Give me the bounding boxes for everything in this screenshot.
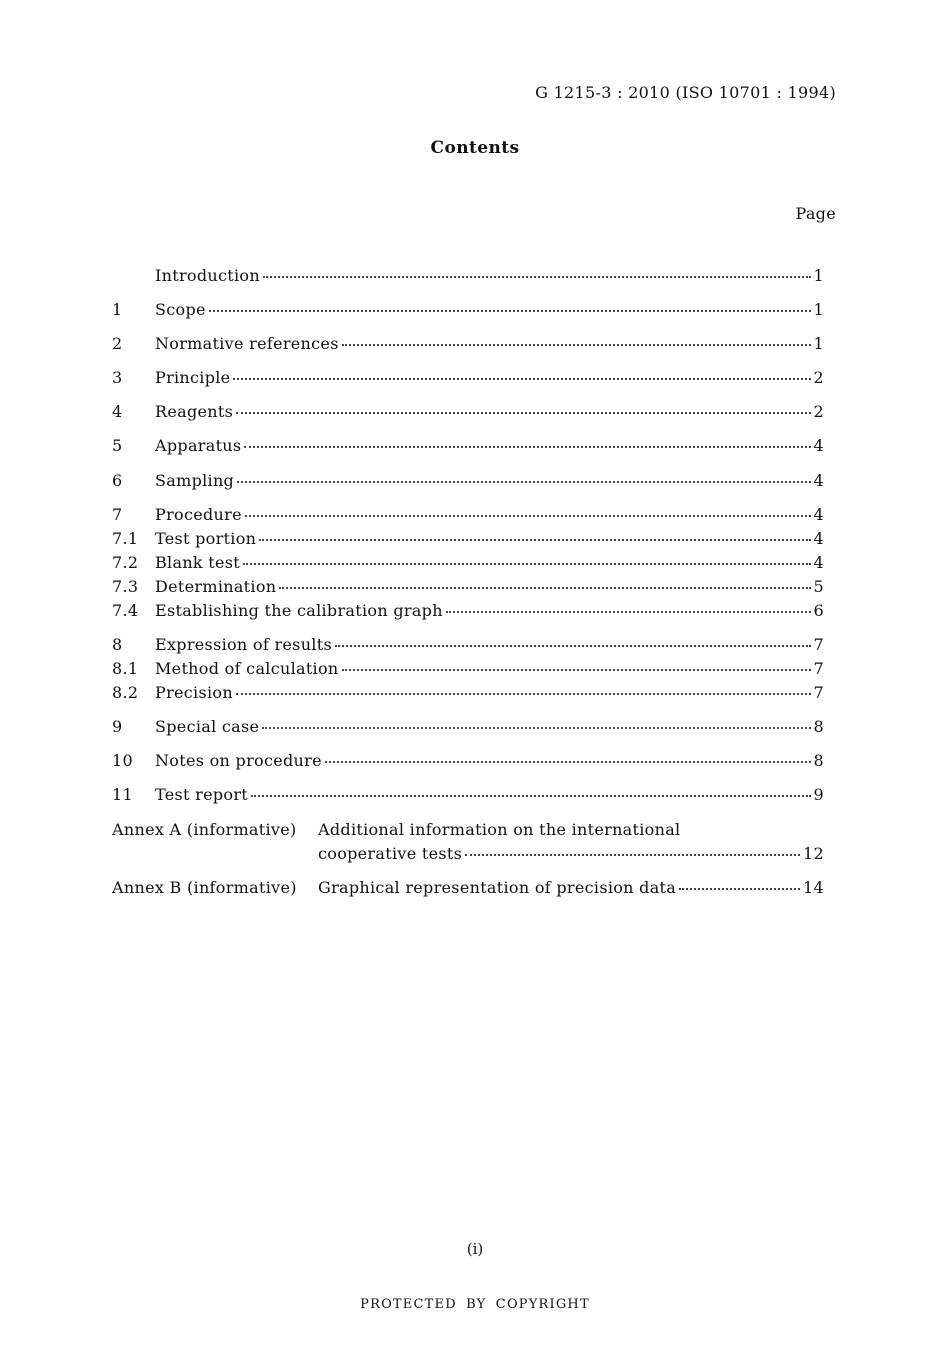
toc-leader-dots — [251, 791, 811, 797]
toc-leader-dots — [335, 641, 811, 647]
toc-label: Determination — [155, 577, 277, 596]
toc-label: Normative references — [155, 334, 339, 353]
toc-label: Scope — [155, 300, 206, 319]
toc-label: Principle — [155, 368, 231, 387]
toc-entry-expression-of-results[interactable] — [112, 635, 824, 659]
toc-label: Introduction — [155, 266, 260, 285]
toc-entry-determination[interactable] — [112, 577, 824, 601]
toc-entry-reagents[interactable] — [112, 402, 824, 426]
toc-page: 1 — [813, 266, 824, 285]
toc-entry-notes-on-procedure[interactable] — [112, 751, 824, 775]
annex-b-heading: Annex B (informative) — [112, 878, 297, 897]
toc-page: 7 — [813, 635, 824, 654]
annex-a-heading: Annex A (informative) — [112, 820, 297, 839]
toc-label: Test portion — [155, 529, 257, 548]
toc-number: 10 — [112, 751, 133, 770]
toc-label: Blank test — [155, 553, 241, 572]
toc-leader-dots — [279, 583, 810, 589]
toc-label: Test report — [155, 785, 248, 804]
toc-label: Notes on procedure — [155, 751, 322, 770]
toc-leader-dots — [237, 477, 810, 483]
toc-leader-dots — [263, 272, 811, 278]
toc-leader-dots — [342, 340, 811, 346]
toc-page: 2 — [813, 368, 824, 387]
toc-entry-annex-a[interactable] — [318, 844, 824, 868]
toc-page: 4 — [813, 436, 824, 455]
toc-number: 1 — [112, 300, 123, 319]
page-column-label: Page — [795, 204, 836, 223]
copyright-notice: PROTECTED BY COPYRIGHT — [360, 1297, 590, 1312]
toc-leader-dots — [236, 408, 810, 414]
toc-leader-dots — [245, 511, 811, 517]
toc-number: 7.2 — [112, 553, 139, 572]
toc-entry-precision[interactable] — [112, 683, 824, 707]
toc-leader-dots — [233, 374, 810, 380]
toc-entry-test-portion[interactable] — [112, 529, 824, 553]
toc-number: 4 — [112, 402, 123, 421]
toc-label: Apparatus — [155, 436, 242, 455]
toc-page: 8 — [813, 717, 824, 736]
toc-page: 4 — [813, 553, 824, 572]
toc-label: Procedure — [155, 505, 242, 524]
toc-label: cooperative tests — [318, 844, 463, 863]
toc-number: 8.1 — [112, 659, 139, 678]
toc-leader-dots — [262, 723, 810, 729]
toc-entry-introduction[interactable] — [112, 266, 824, 290]
toc-page: 14 — [803, 878, 824, 897]
toc-page: 12 — [803, 844, 824, 863]
toc-entry-scope[interactable] — [112, 300, 824, 324]
toc-page: 9 — [813, 785, 824, 804]
toc-label: Sampling — [155, 471, 235, 490]
page-title: Contents — [430, 138, 520, 158]
footer-page-number: (i) — [466, 1240, 484, 1258]
toc-label: Special case — [155, 717, 260, 736]
toc-leader-dots — [342, 665, 811, 671]
toc-label: Method of calculation — [155, 659, 339, 678]
toc-page: 7 — [813, 659, 824, 678]
toc-page: 5 — [813, 577, 824, 596]
toc-number: 7.4 — [112, 601, 139, 620]
toc-number: 11 — [112, 785, 133, 804]
toc-entry-annex-b[interactable] — [318, 878, 824, 902]
toc-page: 7 — [813, 683, 824, 702]
toc-page: 4 — [813, 529, 824, 548]
toc-label: Expression of results — [155, 635, 332, 654]
toc-label: Graphical representation of precision data — [318, 878, 677, 897]
toc-label: Establishing the calibration graph — [155, 601, 443, 620]
toc-number: 3 — [112, 368, 123, 387]
toc-leader-dots — [209, 306, 811, 312]
toc-page: 1 — [813, 300, 824, 319]
toc-page: 8 — [813, 751, 824, 770]
toc-entry-sampling[interactable] — [112, 471, 824, 495]
toc-entry-apparatus[interactable] — [112, 436, 824, 460]
toc-entry-blank-test[interactable] — [112, 553, 824, 577]
toc-leader-dots — [243, 559, 810, 565]
toc-page: 2 — [813, 402, 824, 421]
toc-number: 5 — [112, 436, 123, 455]
toc-page: 4 — [813, 471, 824, 490]
toc-leader-dots — [244, 442, 810, 448]
toc-number: 2 — [112, 334, 123, 353]
toc-number: 7.3 — [112, 577, 139, 596]
toc-entry-normative-references[interactable] — [112, 334, 824, 358]
annex-a-title-line1[interactable]: Additional information on the international — [318, 820, 681, 839]
toc-entry-procedure[interactable] — [112, 505, 824, 529]
toc-leader-dots — [259, 535, 810, 541]
toc-leader-dots — [236, 689, 811, 695]
toc-number: 7.1 — [112, 529, 139, 548]
toc-leader-dots — [465, 850, 800, 856]
toc-number: 9 — [112, 717, 123, 736]
toc-number: 8 — [112, 635, 123, 654]
toc-number: 7 — [112, 505, 123, 524]
toc-page: 6 — [813, 601, 824, 620]
toc-number: 8.2 — [112, 683, 139, 702]
toc-page: 4 — [813, 505, 824, 524]
toc-leader-dots — [325, 757, 811, 763]
toc-leader-dots — [446, 607, 811, 613]
toc-entry-principle[interactable] — [112, 368, 824, 392]
toc-label: Precision — [155, 683, 233, 702]
toc-label: Reagents — [155, 402, 234, 421]
toc-entry-special-case[interactable] — [112, 717, 824, 741]
toc-number: 6 — [112, 471, 123, 490]
toc-leader-dots — [679, 884, 800, 890]
toc-entry-calibration-graph[interactable] — [112, 601, 824, 625]
toc-entry-test-report[interactable] — [112, 785, 824, 809]
document-header: G 1215-3 : 2010 (ISO 10701 : 1994) — [535, 83, 836, 102]
toc-entry-method-of-calculation[interactable] — [112, 659, 824, 683]
toc-page: 1 — [813, 334, 824, 353]
